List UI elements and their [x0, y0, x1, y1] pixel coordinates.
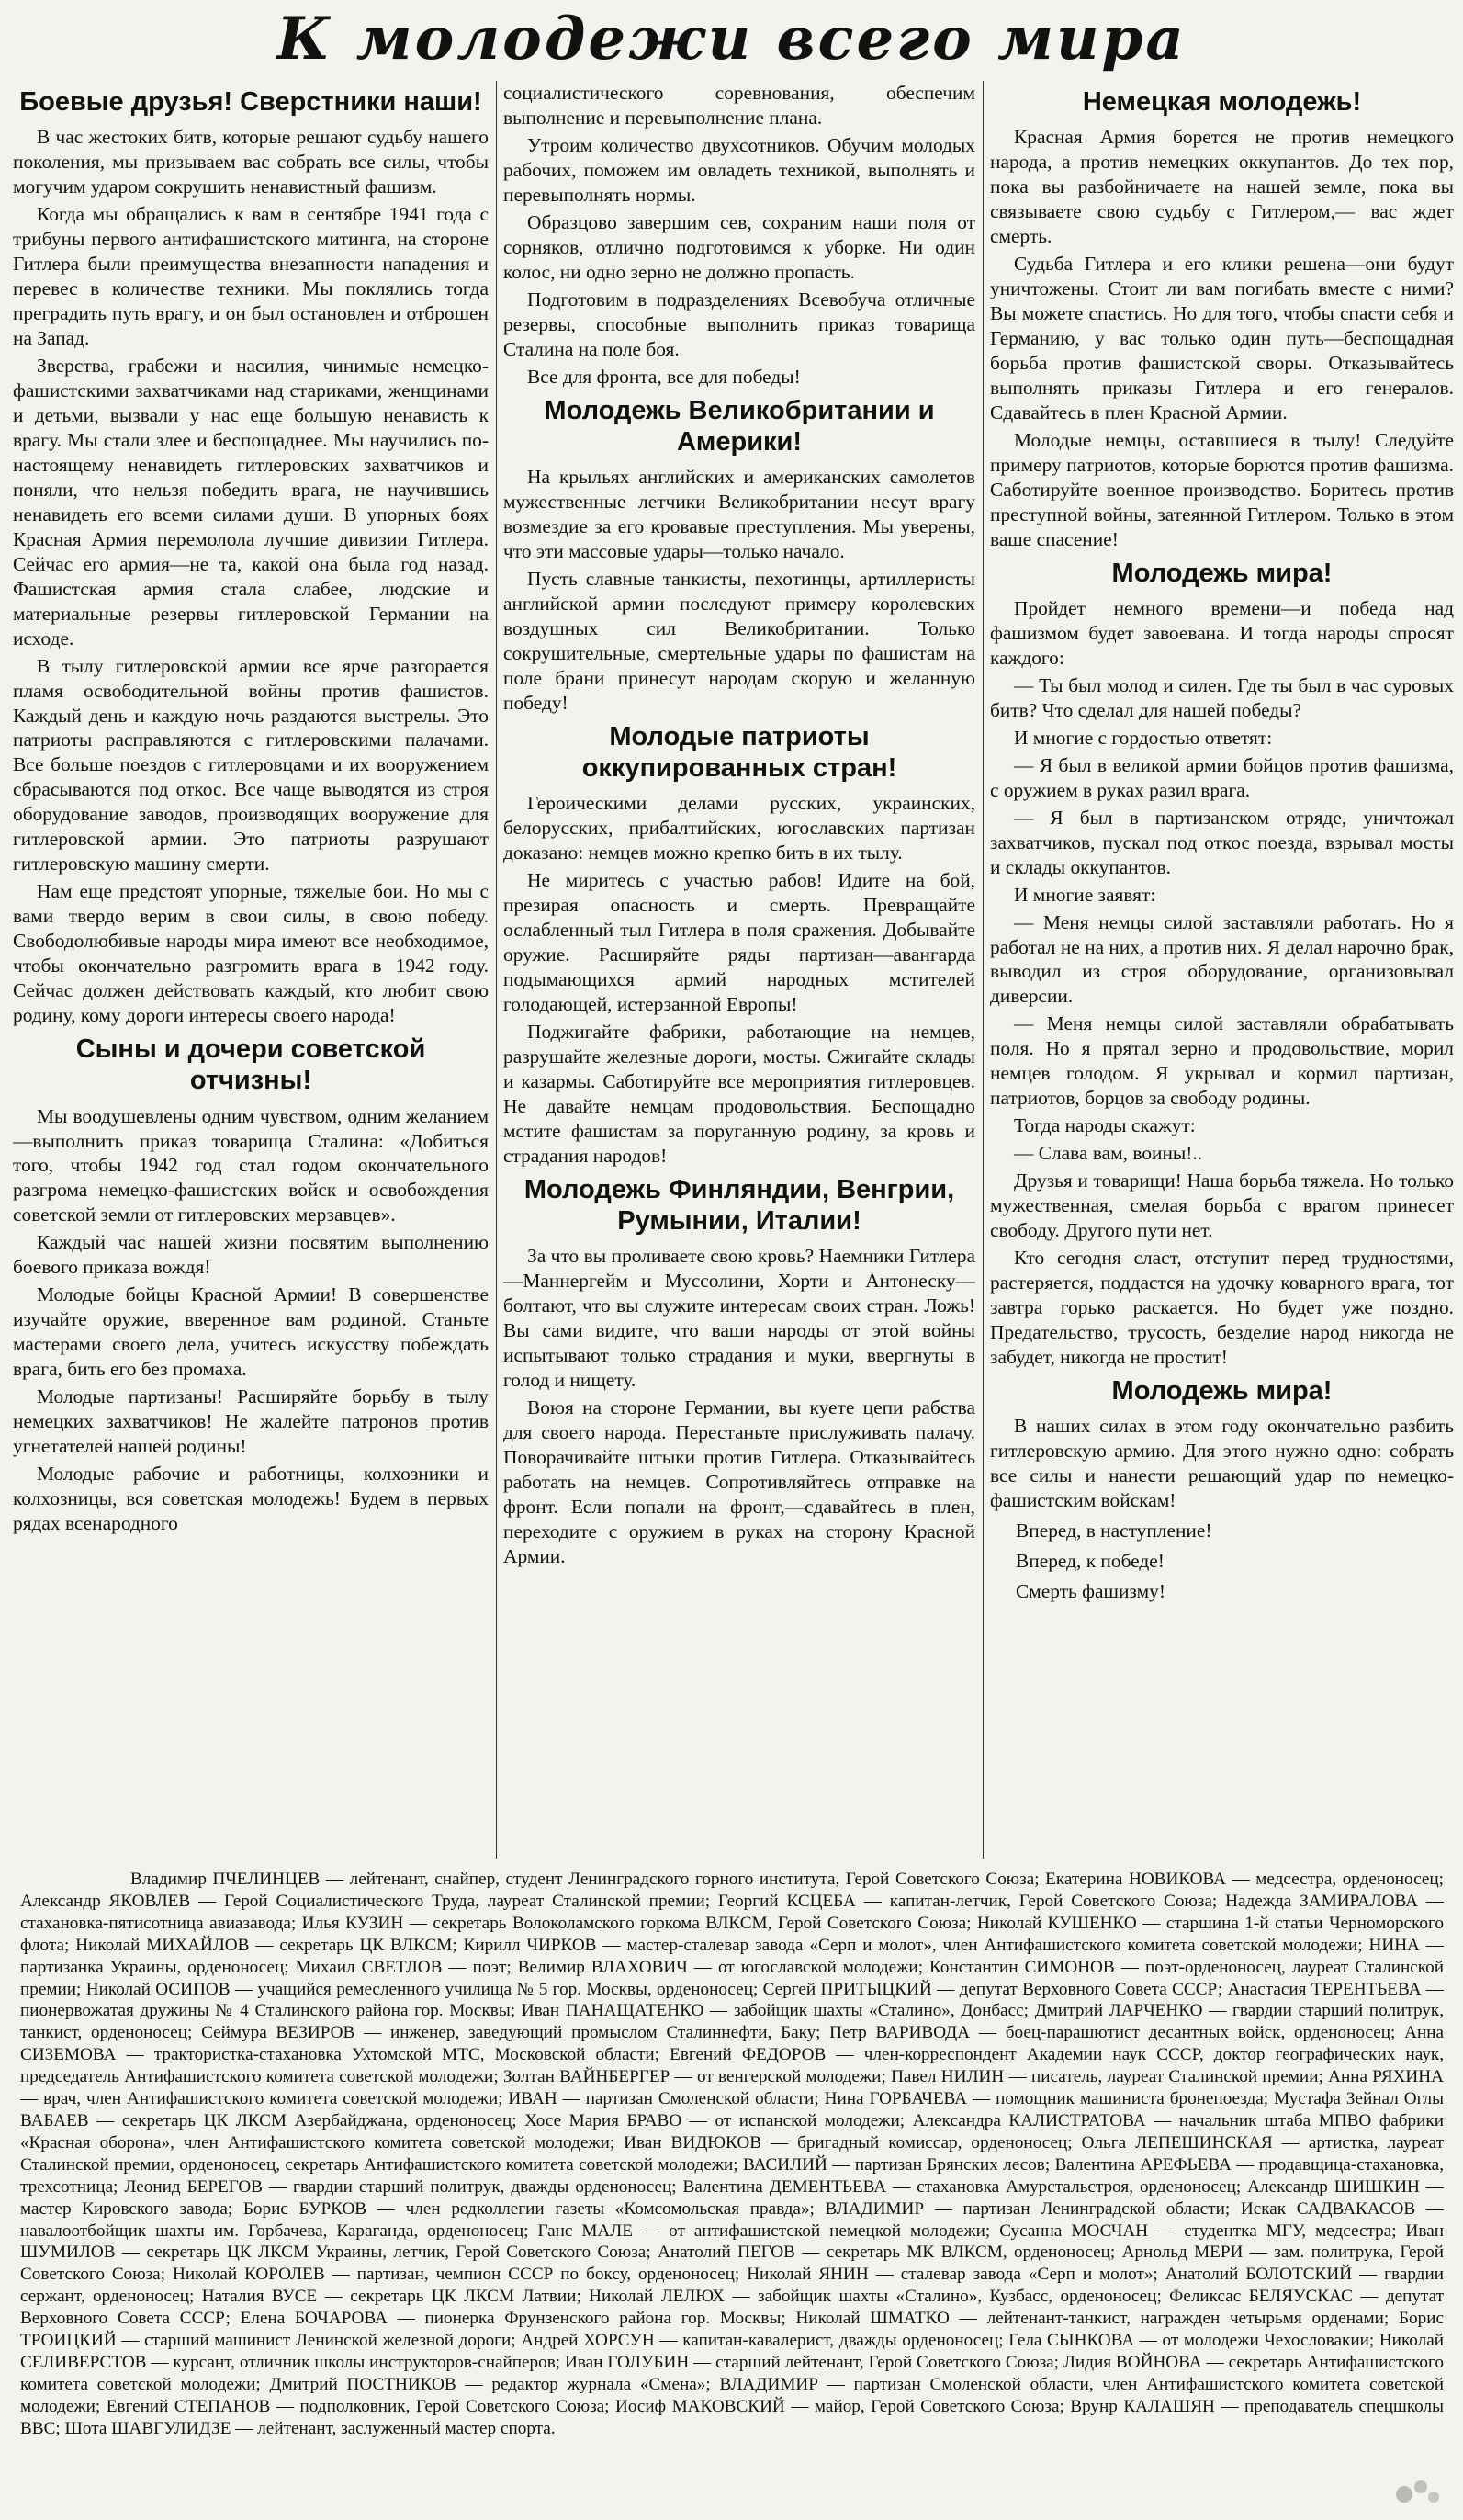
page-title: К молодежи всего мира: [276, 5, 1187, 73]
section-heading: Молодежь Великобритании и Америки!: [544, 395, 935, 457]
paragraph: Молодые бойцы Красной Армии! В совершенстве изучайте оружие, вверенное вам родиной. Станьте мастерами своего дела, учитесь искусству побеждать врага, бить его без промаха.: [13, 1283, 489, 1381]
ink-smudge: [1386, 2467, 1450, 2507]
section-heading: Боевые друзья! Сверстники наши!: [19, 87, 482, 117]
section-heading: Молодежь мира!: [1111, 558, 1333, 588]
paragraph: — Меня немцы силой заставляли работать. Но я работал не на них, а против них. Я делал нарочно брак, выводил из строя оборудование, организовывал диверсии.: [990, 910, 1454, 1008]
paragraph: Пусть славные танкисты, пехотинцы, артиллеристы английской армии последуют примеру королевских воздушных сил Великобритании. Только сокрушительные, смертельные удары по фашистам на поле брани принесут народам скорую и желанную победу!: [503, 567, 975, 714]
column-divider: [496, 81, 497, 1859]
paragraph: Зверства, грабежи и насилия, чинимые немецко-фашистскими захватчиками над стариками, женщинами и детьми, вызвали у нас еще большую ненависть к врагу. Мы стали злее и беспощаднее. Мы научились по-настоящему ненавидеть гитлеровских захватчиков и поняли, что нельзя победить врага, не научившись ненавидеть его всеми силами души. В упорных боях Красная Армия перемолола лучшие дивизии Гитлера. Сейчас его армия—не та, какой она была год назад. Фашистская армия стала слабее, людские и материальные резервы гитлеровской Германии на исходе.: [13, 354, 489, 650]
paragraph: На крыльях английских и американских самолетов мужественные летчики Великобритании несут врагу возмездие за его кровавые преступления. Мы уверены, что эти массовые удары—только начало.: [503, 466, 975, 562]
paragraph: — Я был в партизанском отряде, уничтожал захватчиков, пускал под откос поезда, взрывал мосты и склады оккупантов.: [990, 806, 1454, 878]
paragraph: В наших силах в этом году окончательно разбить гитлеровскую армию. Для этого нужно одно: собрать все силы и нанести решающий удар по немецко-фашистским войскам!: [990, 1415, 1454, 1512]
column-middle: [503, 81, 975, 1859]
paragraph: — Ты был молод и силен. Где ты был в час суровых битв? Что сделал для нашей победы?: [990, 673, 1454, 721]
paragraph: И многие заявят:: [1014, 883, 1156, 906]
paragraph: — Меня немцы силой заставляли обрабатывать поля. Но я прятал зерно и продовольствие, морил немцев голодом. Я укрывал и кормил партизан, патриотов, борцов за свободу родины.: [990, 1012, 1454, 1110]
slogan: Вперед, в наступление!: [1016, 1520, 1212, 1543]
section-heading: Сыны и дочери советской отчизны!: [75, 1034, 426, 1096]
paragraph: Воюя на стороне Германии, вы куете цепи рабства для своего народа. Перестаньте прислуживать палачу. Поворачивайте штыки против Гитлера. Отказывайтесь работать на немцев. Сопротивляйтесь отправке на фронт. Если попали на фронт,—сдавайтесь в плен, переходите с оружием в руках на сторону Красной Армии.: [503, 1396, 975, 1567]
paragraph: Когда мы обращались к вам в сентябре 1941 года с трибуны первого антифашистского митинга, на стороне Гитлера были преимущества внезапности нападения и перевес в количестве техники. Мы поклялись тогда преградить путь врагу, и он был остановлен и отброшен на Запад.: [13, 203, 489, 349]
paragraph: Красная Армия борется не против немецкого народа, а против немецких оккупантов. До тех пор, пока вы разбойничаете на нашей земле, пока вы связываете свою судьбу с Гитлером,— вас ждет смерть.: [990, 126, 1454, 248]
paragraph: — Слава вам, воины!..: [1014, 1142, 1203, 1165]
paragraph: И многие с гордостью ответят:: [1014, 726, 1273, 749]
paragraph: Тогда народы скажут:: [1014, 1114, 1196, 1137]
section-heading: Молодежь мира!: [1111, 1375, 1333, 1406]
signatories-list: Владимир ПЧЕЛИНЦЕВ — лейтенант, снайпер, студент Ленинградского горного института, Герой Советского Союза; Екатерина НОВИКОВА — медсестра, орденоносец; Александр ЯКОВЛЕВ — Герой Социалистического Труда, лауреат Сталинской премии; Георгий КСЦЕБА — капитан-летчик, Герой Советского Союза; Надежда ЗАМИРАЛОВА — стахановка-пятисотница авиазавода; Илья КУЗИН — секретарь Волоколамского горкома ВЛКСМ, Герой Советского Союза; Николай КУШЕНКО — старшина 1-й статьи Черноморского флота; Николай МИХАЙЛОВ — секретарь ЦК ВЛКСМ; Кирилл ЧИРКОВ — мастер-сталевар завода «Серп и молот», член Антифашистского комитета советской молодежи; НИНА — партизанка Украины, орденоносец; Михаил СВЕТЛОВ — поэт; Велимир ВЛАХОВИЧ — от югославской молодежи; Константин СИМОНОВ — поэт-орденоносец, лауреат Сталинской премии; Николай ОСИПОВ — учащийся ремесленного училища № 5 гор. Москвы, орденоносец; Сергей ПРИТЫЦКИЙ — депутат Верховного Совета СССР; Анастасия ТЕРЕНТЬЕВА — пионервожатая дружины № 4 Сталинского района гор. Москвы; Иван ПАНАЩАТЕНКО — забойщик шахты «Сталино», Донбасс; Дмитрий ЛАРЧЕНКО — гвардии старший политрук, танкист, орденоносец; Сеймура ВЕЗИРОВ — инженер, заведующий промыслом Сталиннефти, Баку; Петр ВАРИВОДА — боец-парашютист десантных войск, орденоносец; Анна СИЗЕМОВА — трактористка-стахановка Ухтомской МТС, Московской области; Евгений ФЕДОРОВ — член-корреспондент Академии наук СССР, доктор географических наук, председатель Антифашистского комитета советской молодежи; Золтан ВАЙНБЕРГЕР — от венгерской молодежи; Павел НИЛИН — писатель, лауреат Сталинской премии; Анна РЯХИНА — врач, член Антифашистского комитета советской молодежи; ИВАН — партизан Смоленской области; Нина ГОРБАЧЕВА — помощник машиниста бронепоезда; Мустафа Зейнал Оглы ВАБАЕВ — секретарь ЦК ЛКСМ Азербайджана, орденоносец; Хосе Мария БРАВО — от испанской молодежи; Александра КАЛИСТРАТОВА — начальник штаба МПВО фабрики «Красная оборона», член Антифашистского комитета советской молодежи; Иван ВИДЮКОВ — бригадный комиссар, орденоносец; Ольга ЛЕПЕШИНСКАЯ — артистка, лауреат Сталинской премии, орденоносец, секретарь Антифашистского комитета советской молодежи; ВАСИЛИЙ — партизан Брянских лесов; Валентина АРЕФЬЕВА — продавщица-стахановка, трехсотница; Леонид БЕРЕГОВ — гвардии старший политрук, дважды орденоносец; Валентина ДЕМЕНТЬЕВА — стахановка Амурстальстроя, орденоносец; Александр ШИШКИН — мастер Кировского завода; Борис БУРКОВ — член редколлегии газеты «Комсомольская правда»; ВЛАДИМИР — партизан Ленинградской области; Искак САДВАКАСОВ — навалоотбойщик шахты им. Горбачева, Караганда, орденоносец; Ганс МАЛЕ — от антифашистской немецкой молодежи; Сусанна МОСЧАН — студентка МГУ, медсестра; Иван ШУМИЛОВ — секретарь ЦК ЛКСМ Украины, летчик, Герой Советского Союза; Анатолий ПЕГОВ — секретарь МК ВЛКСМ, орденоносец; Арнольд МЕРИ — зам. политрука, Герой Советского Союза; Николай КОРОЛЕВ — партизан, чемпион СССР по боксу, орденоносец; Николай ЯНИН — сталевар завода «Серп и молот»; Анатолий БОЛОТСКИЙ — гвардии сержант, орденоносец; Наталия ВУСЕ — секретарь ЦК ЛКСМ Латвии; Николай ЛЕЛЮХ — забойщик шахты «Сталино», Кузбасс, орденоносец; Феликсас БЕЛЯУСКАС — депутат Верховного Совета СССР; Елена БОЧАРОВА — пионерка Фрунзенского района гор. Москвы; Николай ШМАТКО — лейтенант-танкист, награжден четырьмя орденами; Борис ТРОИЦКИЙ — старший машинист Ленинской железной дороги; Андрей ХОРСУН — капитан-кавалерист, дважды орденоносец; Гела СЫНКОВА — от молодежи Чехословакии; Николай СЕЛИВЕРСТОВ — курсант, отличник школы инструкторов-снайперов; Иван ГОЛУБИН — старший лейтенант, Герой Советского Союза; Лидия ВОЙНОВА — секретарь Антифашистского комитета советской молодежи; Дмитрий ПОСТНИКОВ — редактор журнала «Смена»; ВЛАДИМИР — партизан Смоленской области, член Антифашистского комитета советской молодежи; Евгений СТЕПАНОВ — подполковник, Герой Советского Союза; Иосиф МАКОВСКИЙ — майор, Герой Советского Союза; Врунр КАЛАШЯН — преподаватель спецшколы ВВС; Шота ШАВГУЛИДЗЕ — лейтенант, заслуженный мастер спорта.: [20, 1870, 1444, 2438]
section-heading: Молодежь Финляндии, Венгрии, Румынии, Италии!: [523, 1174, 955, 1236]
paragraph: Образцово завершим сев, сохраним наши поля от сорняков, отлично подготовимся к уборке. Ни один колос, ни одно зерно не должно пропасть.: [503, 210, 975, 283]
slogan: Вперед, к победе!: [1016, 1550, 1165, 1573]
slogan: Смерть фашизму!: [1016, 1580, 1165, 1602]
paragraph: Мы воодушевлены одним чувством, одним желанием—выполнить приказ товарища Сталина: «Добиться того, чтобы 1942 год стал годом окончательного разгрома немецко-фашистских войск и освобождения советской земли от гитлеровских мерзавцев».: [13, 1104, 489, 1226]
paragraph: В час жестоких битв, которые решают судьбу нашего поколения, мы призываем вас собрать все силы, чтобы могучим ударом сокрушить ненавистный фашизм.: [13, 126, 489, 198]
column-left: [13, 81, 489, 1859]
paragraph: Пройдет немного времени—и победа над фашизмом будет завоевана. И тогда народы спросят каждого:: [990, 596, 1454, 669]
paragraph: Судьба Гитлера и его клики решена—они будут уничтожены. Стоит ли вам погибать вместе с ними? Вы можете спастись. Но для того, чтобы спасти себя и Германию, у вас только один путь—беспощадная борьба против фашистской своры. Отказывайтесь выполнять приказы Гитлера и его генералов. Сдавайтесь в плен Красной Армии.: [990, 253, 1454, 424]
paragraph: В тылу гитлеровской армии все ярче разгорается пламя освободительной войны против фашистов. Каждый день и каждую ночь раздаются выстрелы. Это патриоты расправляются с гитлеровскими палачами. Все больше поездов с гитлеровцами и их вооружением сбрасываются под откос. Все чаще выводятся из строя оборудование заводов, производящих вооружение для гитлеровской армии. Это патриоты разрушают гитлеровскую машину смерти.: [13, 654, 489, 876]
section-heading: Молодые патриоты оккупированных стран!: [581, 721, 897, 783]
paragraph: Молодые рабочие и работницы, колхозники и колхозницы, вся советская молодежь! Будем в первых рядах всенародного: [13, 1463, 489, 1535]
paragraph: Утроим количество двухсотников. Обучим молодых рабочих, поможем им овладеть техникой, выполнять и перевыполнять нормы.: [503, 133, 975, 206]
column-divider: [983, 81, 984, 1859]
paragraph: Поджигайте фабрики, работающие на немцев, разрушайте железные дороги, мосты. Сжигайте склады и казармы. Саботируйте все мероприятия гитлеровцев. Не давайте немцам продовольствия. Беспощадно мстите фашистам за поруганную родину, за кровь и страдания народов!: [503, 1020, 975, 1167]
section-heading: Немецкая молодежь!: [1082, 87, 1362, 117]
paragraph: Не миритесь с участью рабов! Идите на бой, презирая опасность и смерть. Превращайте ослабленный тыл Гитлера в поля сражения. Добывайте оружие. Расширяйте ряды партизан—авангарда подымающихся армий народных мстителей голодающей, истерзанной Европы!: [503, 869, 975, 1015]
paragraph: Героическими делами русских, украинских, белорусских, прибалтийских, югославских партизан доказано: немцев можно крепко бить в их тылу.: [503, 792, 975, 864]
paragraph: Молодые партизаны! Расширяйте борьбу в тылу немецких захватчиков! Не жалейте патронов против угнетателей нашей родины!: [13, 1385, 489, 1458]
paragraph: социалистического соревнования, обеспечим выполнение и перевыполнение плана.: [503, 82, 975, 129]
paragraph: Кто сегодня сласт, отступит перед трудностями, растеряется, поддастся на удочку коварного врага, тот завтра горько раскается. Но будет уже поздно. Предательство, трусость, безделие народ никогда не забудет, никогда не простит!: [990, 1247, 1454, 1368]
paragraph: — Я был в великой армии бойцов против фашизма, с оружием в руках разил врага.: [990, 753, 1454, 801]
paragraph: Молодые немцы, оставшиеся в тылу! Следуйте примеру патриотов, которые борются против фашизма. Саботируйте военное производство. Боритесь против преступной войны, затеянной Гитлером. Только в этом ваше спасение!: [990, 428, 1454, 550]
paragraph: Нам еще предстоят упорные, тяжелые бои. Но мы с вами твердо верим в свои силы, в свою победу. Свободолюбивые народы мира имеют все необходимое, чтобы окончательно разгромить врага в 1942 году. Сейчас должен действовать каждый, кто любит свою родину, кому дороги интересы своего народа!: [13, 880, 489, 1027]
paragraph: Каждый час нашей жизни посвятим выполнению боевого приказа вождя!: [13, 1231, 489, 1279]
paragraph: Все для фронта, все для победы!: [527, 365, 801, 388]
paragraph: Подготовим в подразделениях Всевобуча отличные резервы, способные выполнить приказ товарища Сталина на поле боя.: [503, 288, 975, 360]
paragraph: За что вы проливаете свою кровь? Наемники Гитлера—Маннергейм и Муссолини, Хорти и Антонеску—болтают, что вы служите интересам своих стран. Ложь! Вы сами видите, что ваши народы от этой войны испытывают только страдания и муки, ввергнуты в голод и нищету.: [503, 1245, 975, 1391]
column-right: [990, 81, 1454, 1859]
paragraph: Друзья и товарищи! Наша борьба тяжела. Но только мужественная, смелая борьба с врагом принесет свободу. Другого пути нет.: [990, 1170, 1454, 1242]
